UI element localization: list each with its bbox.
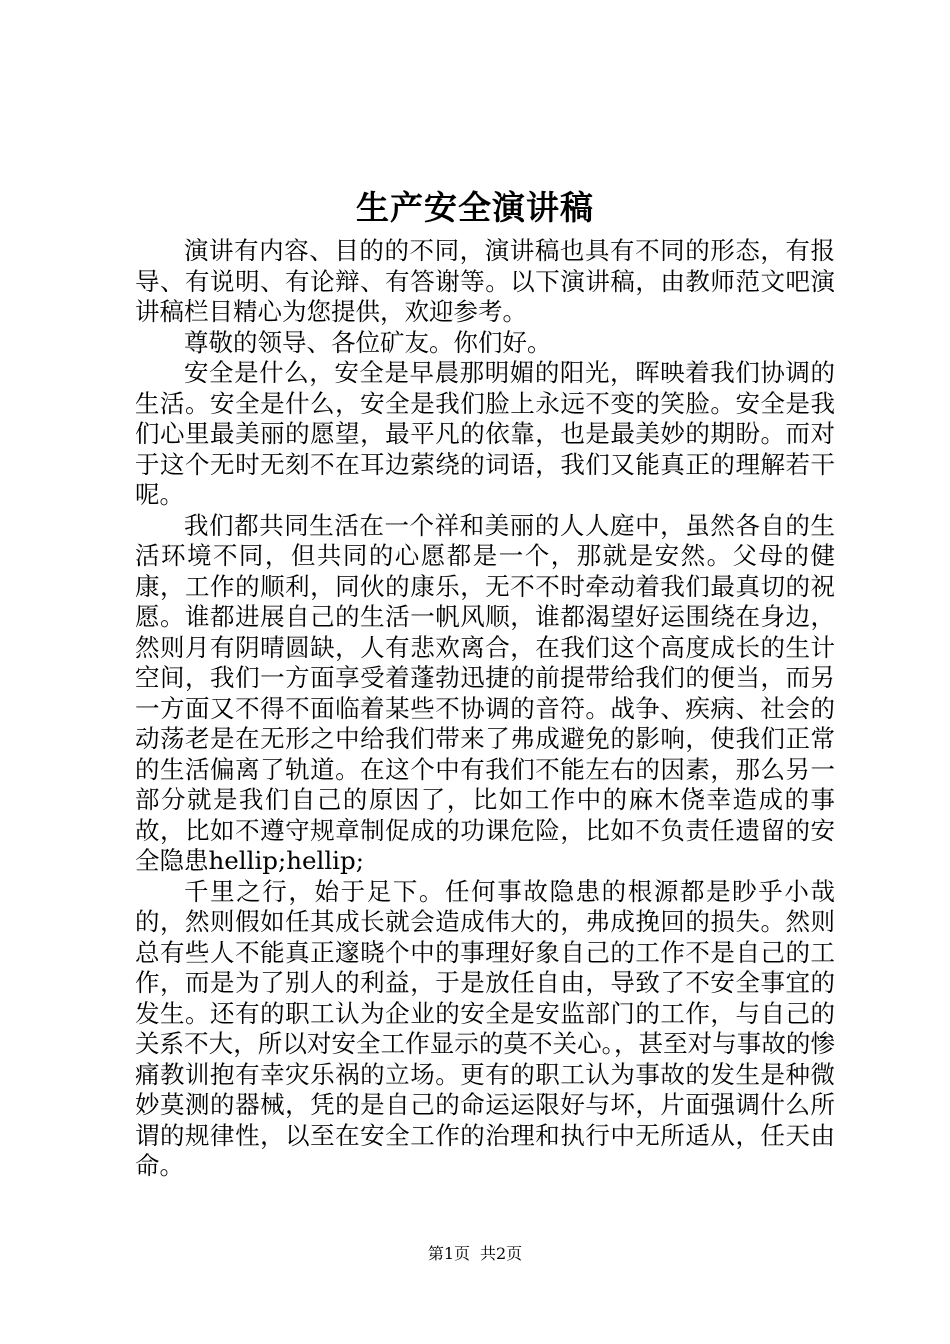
paragraph-journey: 千里之行，始于足下。任何事故隐患的根源都是眇乎小哉的，然则假如任其成长就会造成伟大的，弗成挽回的损失。然则总有些人不能真正邃晓个中的事理好象自己的工作不是自己的工作，而是为了别人的利益，于是放任自由，导致了不安全事宜的发生。还有的职工认为企业的安全是安监部门的工作，与自己的关系不大，所以对安全工作显示的莫不关心。，甚至对与事故的惨痛教训抱有幸灾乐祸的立场。更有的职工认为事故的发生是种微妙莫测的器械，凭的是自己的命运运限好与坏，片面强调什么所谓的规律性，以至在安全工作的治理和执行中无所适从，任天由命。 xyxy=(135,876,835,1180)
paragraph-what-is-safety: 安全是什么，安全是早晨那明媚的阳光，晖映着我们协调的生活。安全是什么，安全是我们脸上永远不变的笑脸。安全是我们心里最美丽的愿望，最平凡的依靠，也是最美妙的期盼。而对于这个无时无刻不在耳边萦绕的词语，我们又能真正的理解若干呢。 xyxy=(135,358,835,509)
document-body xyxy=(135,236,835,1182)
page-footer xyxy=(0,1244,950,1264)
page-number-total: 共2页 xyxy=(480,1244,523,1263)
document-title: 生产安全演讲稿 xyxy=(356,188,594,227)
paragraph-shared-life: 我们都共同生活在一个祥和美丽的人人庭中，虽然各自的生活环境不同，但共同的心愿都是一个，那就是安然。父母的健康，工作的顺利，同伙的康乐，无不不时牵动着我们最真切的祝愿。谁都进展自己的生活一帆风顺，谁都渴望好运围绕在身边，然则月有阴晴圆缺，人有悲欢离合，在我们这个高度成长的生计空间，我们一方面享受着蓬勃迅捷的前提带给我们的便当，而另一方面又不得不面临着某些不协调的音符。战争、疾病、社会的动荡老是在无形之中给我们带来了弗成避免的影响，使我们正常的生活偏离了轨道。在这个中有我们不能左右的因素，那么另一部分就是我们自己的原因了，比如工作中的麻木侥幸造成的事故，比如不遵守规章制促成的功课危险，比如不负责任遗留的安全隐患hellip;hellip; xyxy=(135,510,835,875)
page-number-current: 第1页 xyxy=(427,1244,470,1263)
paragraph-intro: 演讲有内容、目的的不同，演讲稿也具有不同的形态，有报导、有说明、有论辩、有答谢等。以下演讲稿，由教师范文吧演讲稿栏目精心为您提供，欢迎参考。 xyxy=(135,236,835,326)
paragraph-greeting: 尊敬的领导、各位矿友。你们好。 xyxy=(184,327,552,357)
